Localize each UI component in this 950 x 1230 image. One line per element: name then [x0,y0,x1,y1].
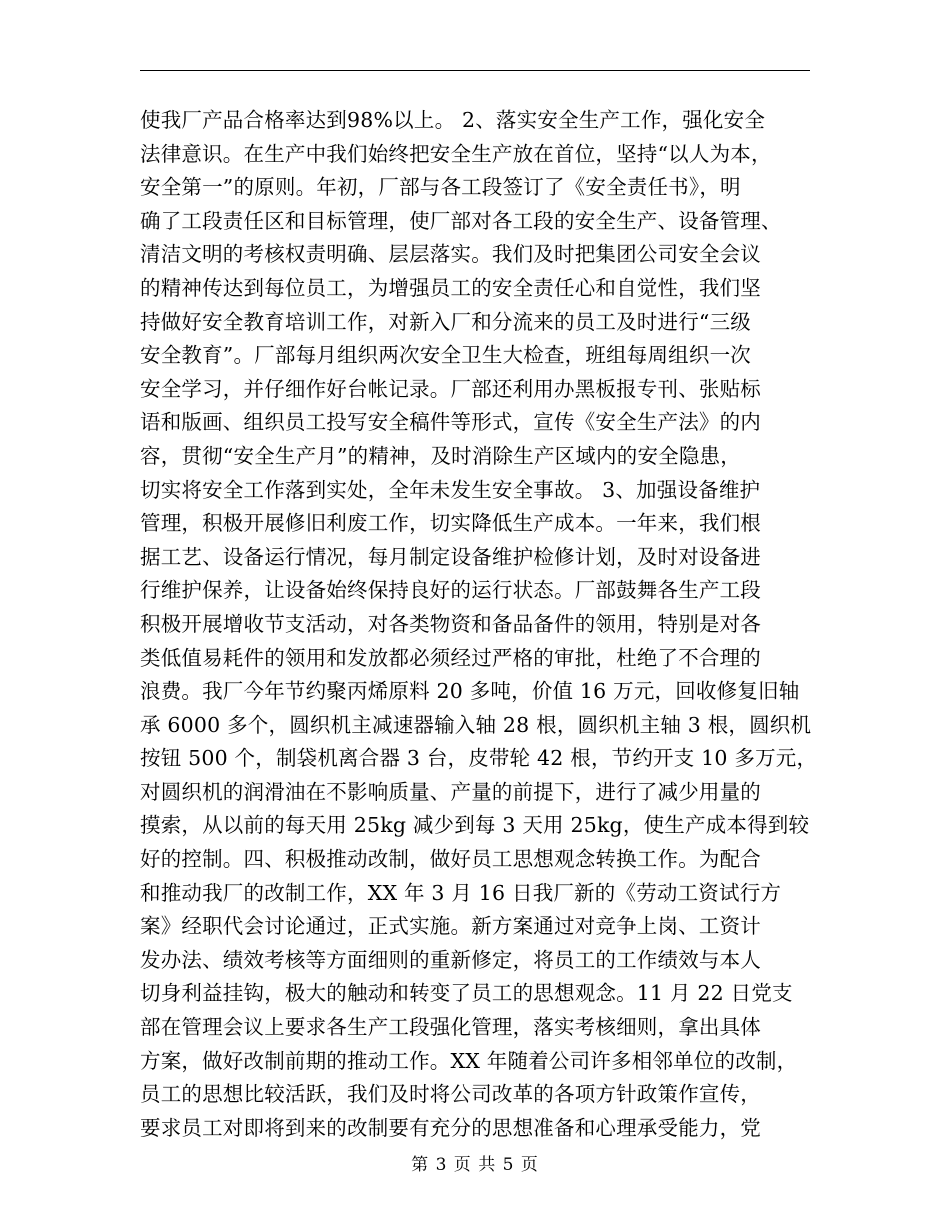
text-line: 管理，积极开展修旧利废工作，切实降低生产成本。一年来，我们根 [140,511,761,536]
text-line: 切实将安全工作落到实处，全年未发生安全事故。 3、加强设备维护 [140,477,761,502]
text-line: 好的控制。四、积极推动改制，做好员工思想观念转换工作。为配合 [140,847,761,872]
text-line: 对圆织机的润滑油在不影响质量、产量的前提下，进行了减少用量的 [140,779,761,804]
text-line: 使我厂产品合格率达到98%以上。 2、落实安全生产工作，强化安全 [140,108,766,132]
text-line: 持做好安全教育培训工作，对新入厂和分流来的员工及时进行“三级 [140,309,751,334]
body-text [140,104,820,1145]
text-line: 方案，做好改制前期的推动工作。XX 年随着公司许多相邻单位的改制， [140,1048,798,1073]
text-line: 类低值易耗件的领用和发放都必须经过严格的审批，杜绝了不合理的 [140,645,761,670]
text-line: 行维护保养，让设备始终保持良好的运行状态。厂部鼓舞各生产工段 [140,578,761,603]
text-line: 语和版画、组织员工投写安全稿件等形式，宣传《安全生产法》的内 [140,410,761,435]
text-line: 安全学习，并仔细作好台帐记录。厂部还利用办黑板报专刊、张贴标 [140,376,761,401]
page-number-footer: 第 3 页 共 5 页 [411,1155,539,1175]
text-line: 和推动我厂的改制工作，XX 年 3 月 16 日我厂新的《劳动工资试行方 [140,880,782,905]
text-line: 发办法、绩效考核等方面细则的重新修定，将员工的工作绩效与本人 [140,947,761,972]
text-line: 摸索，从以前的每天用 25kg 减少到每 3 天用 25kg，使生产成本得到较 [140,813,810,838]
text-line: 承 6000 多个，圆织机主减速器输入轴 28 根，圆织机主轴 3 根，圆织机 [140,712,812,737]
text-line: 案》经职代会讨论通过，正式实施。新方案通过对竞争上岗、工资计 [140,914,761,939]
text-line: 安全第一”的原则。年初，厂部与各工段签订了《安全责任书》，明 [140,175,741,200]
text-line: 员工的思想比较活跃，我们及时将公司改革的各项方针政策作宣传， [140,1082,761,1107]
text-line: 部在管理会议上要求各生产工段强化管理，落实考核细则，拿出具体 [140,1015,761,1040]
header-rule [140,70,810,71]
text-line: 安全教育”。厂部每月组织两次安全卫生大检查，班组每周组织一次 [140,343,751,368]
text-line: 要求员工对即将到来的改制要有充分的思想准备和心理承受能力，党 [140,1115,761,1140]
text-line: 容，贯彻“安全生产月”的精神，及时消除生产区域内的安全隐患， [140,443,741,468]
text-line: 切身利益挂钩，极大的触动和转变了员工的思想观念。11 月 22 日党支 [140,981,793,1006]
text-line: 的精神传达到每位员工，为增强员工的安全责任心和自觉性，我们坚 [140,275,761,300]
text-line: 法律意识。在生产中我们始终把安全生产放在首位，坚持“以人为本， [140,141,772,166]
text-line: 据工艺、设备运行情况，每月制定设备维护检修计划，及时对设备进 [140,544,761,569]
text-line: 按钮 500 个，制袋机离合器 3 台，皮带轮 42 根，节约开支 10 多万元， [140,746,818,771]
text-line: 确了工段责任区和目标管理，使厂部对各工段的安全生产、设备管理、 [140,208,782,233]
text-line: 浪费。我厂今年节约聚丙烯原料 20 多吨，价值 16 万元，回收修复旧轴 [140,679,800,704]
text-line: 积极开展增收节支活动，对各类物资和备品备件的领用，特别是对各 [140,611,761,636]
text-line: 清洁文明的考核权责明确、层层落实。我们及时把集团公司安全会议 [140,242,761,267]
